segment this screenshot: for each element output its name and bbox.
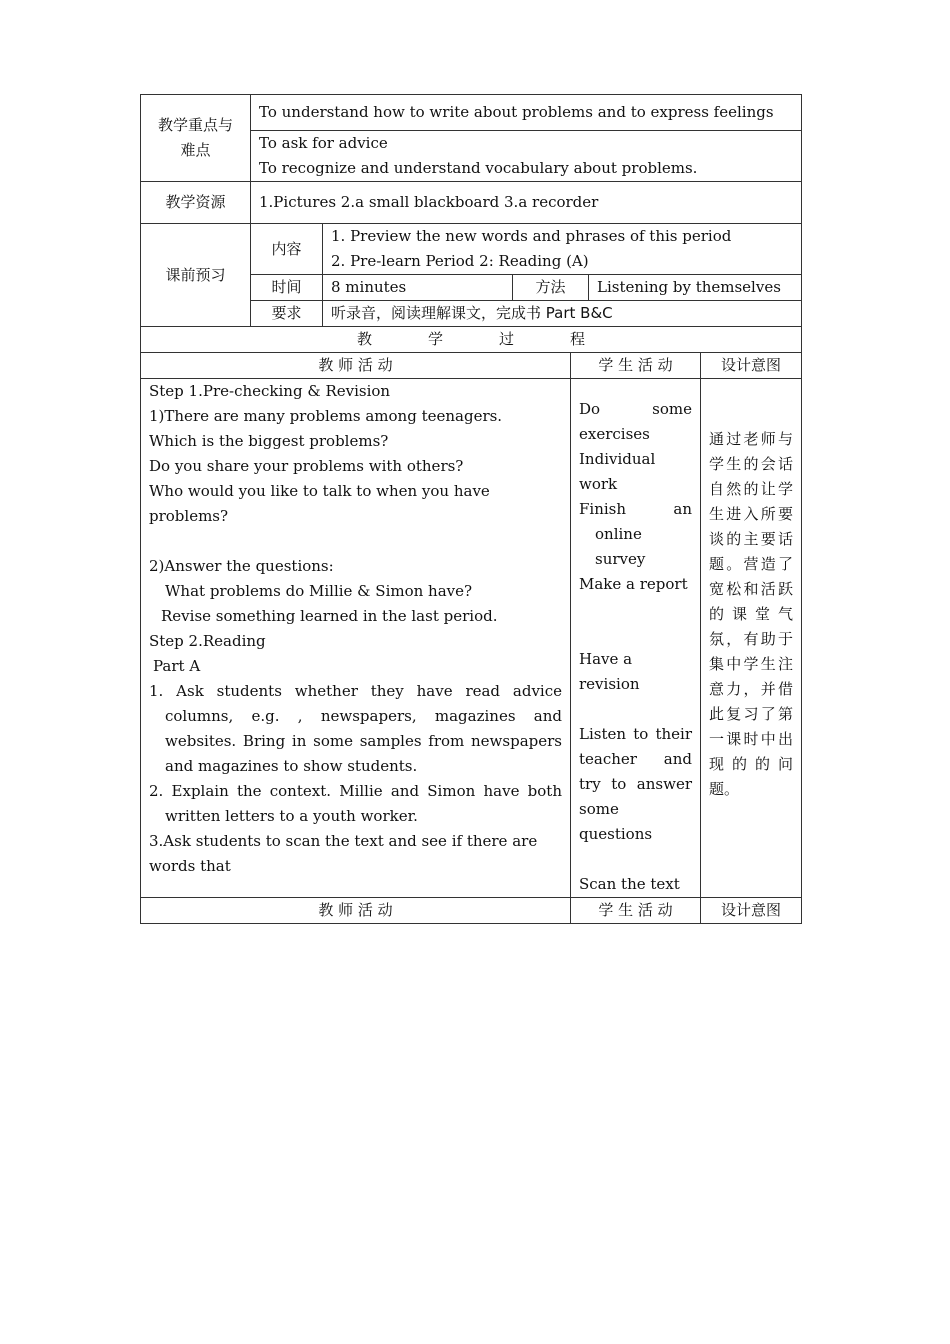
design-intent-header: 设计意图 <box>701 353 802 379</box>
lesson-plan-table-process <box>140 352 802 924</box>
resources-value: 1.Pictures 2.a small blackboard 3.a recorder <box>251 182 802 224</box>
design-intent-header-repeat: 设计意图 <box>701 898 802 924</box>
student-activity-cell: Do some exercises Individual work Finish an online survey Make a report Have a revision Listen to their teacher and try to answer some questions Scan the text <box>571 379 701 898</box>
design-intent-cell: 通过老师与学生的会话自然的让学生进入所要谈的主要话题。营造了宽松和活跃的课堂气氛，有助于集中学生注意力，并借此复习了第一课时中出现的的问题。 <box>701 379 802 898</box>
focus-item-1: To understand how to write about problems and to express feelings <box>251 95 802 131</box>
teacher-activity-header: 教 师 活 动 <box>141 353 571 379</box>
process-header: 教 学 过 程 <box>141 327 802 353</box>
student-activity-header: 学 生 活 动 <box>571 353 701 379</box>
content-label: 内容 <box>251 224 323 275</box>
teacher-activity-header-repeat: 教 师 活 动 <box>141 898 571 924</box>
teacher-activity-cell: Step 1.Pre-checking & Revision 1)There are many problems among teenagers. Which is the biggest problems? Do you share your problems with others? Who would you like to talk to when you have problems? 2)Answer the questions: What problems do Millie & Simon have? Revise something learned in the last period. Step 2.Reading Part A 1. Ask students whether they have read advice columns, e.g. , newspapers, magazines and websites. Bring in some samples from newspapers and magazines to show students. 2. Explain the context. Millie and Simon have both written letters to a youth worker. 3.Ask students to scan the text and see if there are words that <box>141 379 571 898</box>
require-value: 听录音，阅读理解课文，完成书 Part B&C <box>323 301 802 327</box>
time-value: 8 minutes <box>323 275 513 301</box>
lesson-plan-page <box>140 94 801 924</box>
preview-label: 课前预习 <box>141 224 251 327</box>
lesson-plan-table-top <box>140 94 802 353</box>
method-value: Listening by themselves <box>589 275 802 301</box>
focus-item-2: To ask for advice To recognize and understand vocabulary about problems. <box>251 131 802 182</box>
resources-label: 教学资源 <box>141 182 251 224</box>
require-label: 要求 <box>251 301 323 327</box>
method-label: 方法 <box>513 275 589 301</box>
time-label: 时间 <box>251 275 323 301</box>
focus-label: 教学重点与 难点 <box>141 95 251 182</box>
student-activity-header-repeat: 学 生 活 动 <box>571 898 701 924</box>
content-value: 1. Preview the new words and phrases of this period 2. Pre-learn Period 2: Reading (A) <box>323 224 802 275</box>
